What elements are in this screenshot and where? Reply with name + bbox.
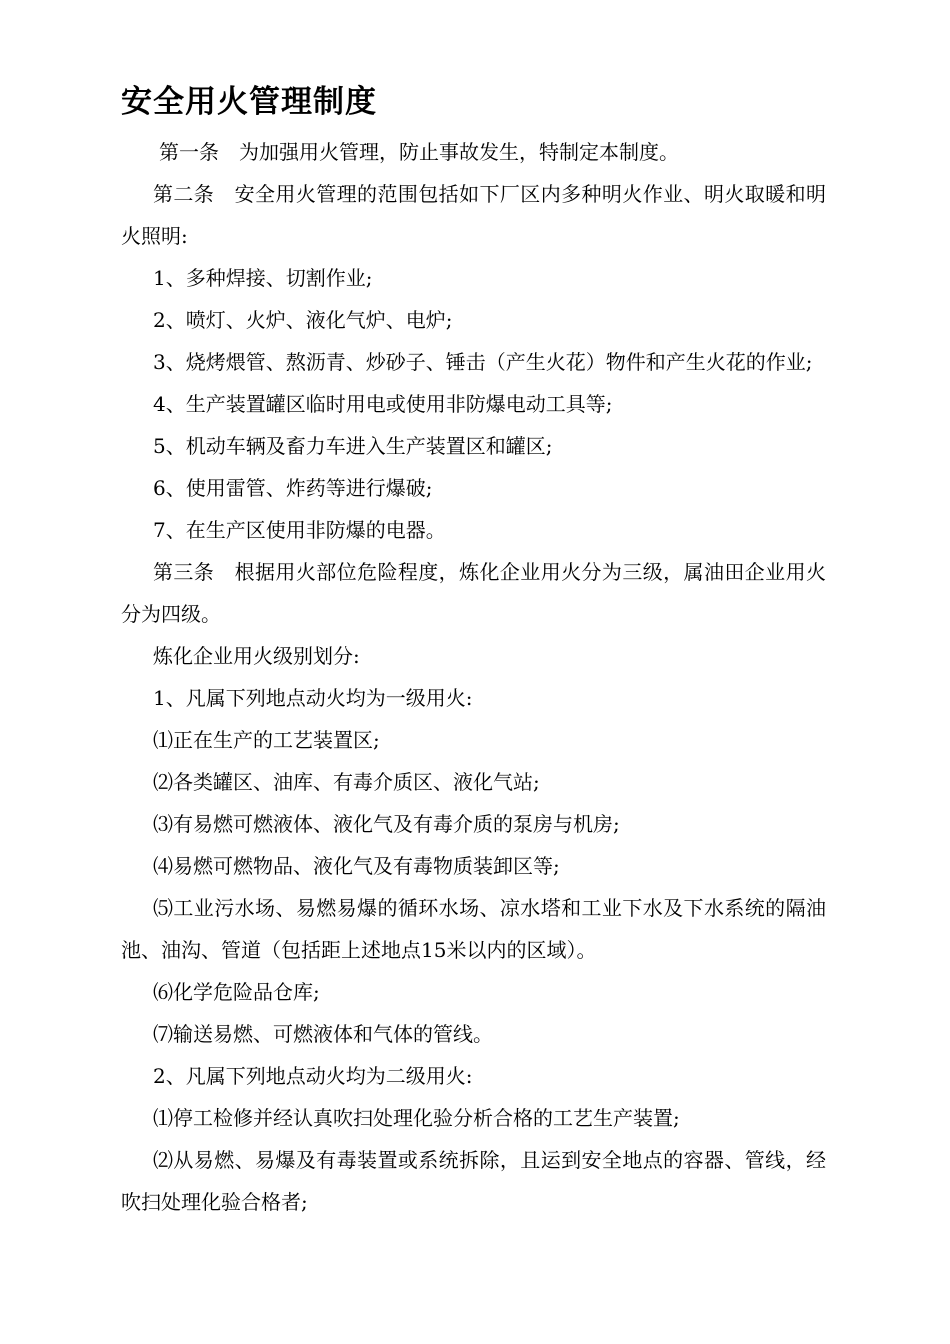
- article-2: 第二条 安全用火管理的范围包括如下厂区内多种明火作业、明火取暖和明火照明:: [121, 182, 826, 248]
- list-item: ⑵各类罐区、油库、有毒介质区、液化气站;: [153, 770, 540, 794]
- list-item: 2、喷灯、火炉、液化气炉、电炉;: [153, 308, 453, 332]
- list-item: ⑺输送易燃、可燃液体和气体的管线。: [153, 1022, 493, 1046]
- list-item: 1、多种焊接、切割作业;: [153, 266, 373, 290]
- section-heading: 炼化企业用火级别划分:: [153, 644, 360, 668]
- list-item: 4、生产装置罐区临时用电或使用非防爆电动工具等;: [153, 392, 613, 416]
- article-3: 第三条 根据用火部位危险程度，炼化企业用火分为三级，属油田企业用火分为四级。: [121, 560, 826, 626]
- list-item: ⑸工业污水场、易燃易爆的循环水场、凉水塔和工业下水及下水系统的隔油池、油沟、管道（包括距上述地点15米以内的区域）。: [121, 896, 826, 962]
- document-body: [121, 131, 826, 1223]
- list-item: ⑶有易燃可燃液体、液化气及有毒介质的泵房与机房;: [153, 812, 620, 836]
- list-item: ⑹化学危险品仓库;: [153, 980, 320, 1004]
- article-1: 第一条 为加强用火管理，防止事故发生，特制定本制度。: [159, 140, 679, 164]
- list-item: ⑷易燃可燃物品、液化气及有毒物质装卸区等;: [153, 854, 560, 878]
- list-item: 6、使用雷管、炸药等进行爆破;: [153, 476, 433, 500]
- list-item: 5、机动车辆及畜力车进入生产装置区和罐区;: [153, 434, 553, 458]
- document-title: 安全用火管理制度: [121, 84, 377, 120]
- level-1-heading: 1、凡属下列地点动火均为一级用火:: [153, 686, 473, 710]
- list-item: ⑴正在生产的工艺装置区;: [153, 728, 380, 752]
- list-item: 7、在生产区使用非防爆的电器。: [153, 518, 446, 542]
- list-item: ⑵从易燃、易爆及有毒装置或系统拆除，且运到安全地点的容器、管线，经吹扫处理化验合格者;: [121, 1148, 826, 1214]
- level-2-heading: 2、凡属下列地点动火均为二级用火:: [153, 1064, 473, 1088]
- list-item: ⑴停工检修并经认真吹扫处理化验分析合格的工艺生产装置;: [153, 1106, 680, 1130]
- list-item: 3、烧烤煨管、熬沥青、炒砂子、锤击（产生火花）物件和产生火花的作业;: [153, 350, 813, 374]
